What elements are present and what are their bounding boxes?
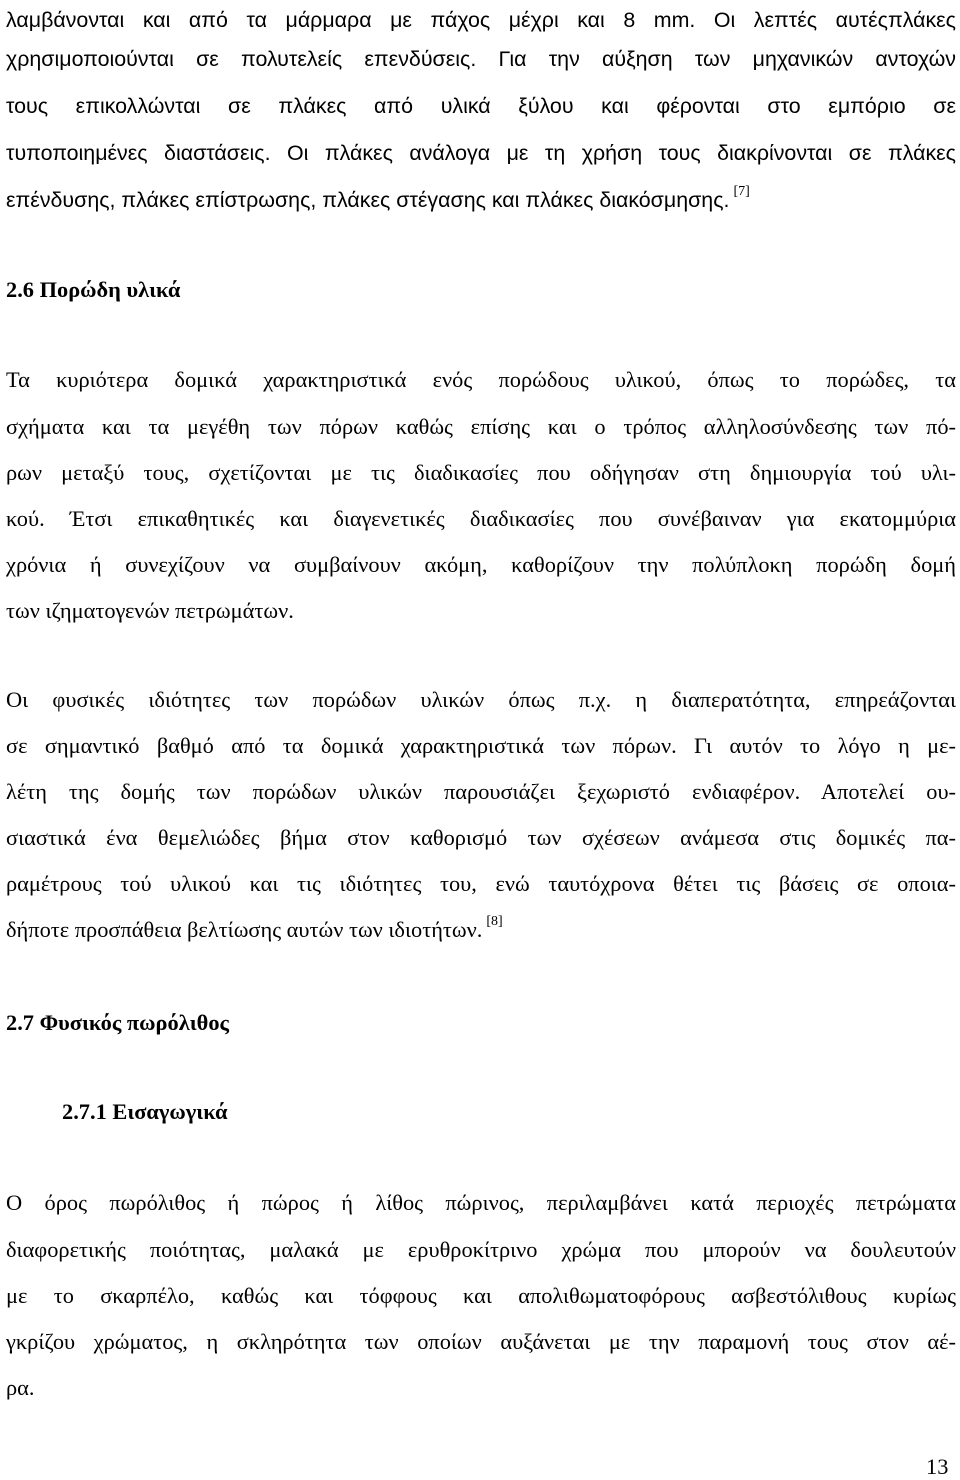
paragraph-line: χρησιμοποιούνται σε πολυτελείς επενδύσεις. Για την αύξηση των μηχανικών αντοχών (6, 47, 956, 71)
paragraph-line-last (6, 184, 750, 217)
paragraph-line: τους επικολλώνται σε πλάκες από υλικά ξύλου και φέρονται στο εμπόριο σε (6, 94, 956, 118)
paragraph-line: Ο όρος πωρόλιθος ή πώρος ή λίθος πώρινος, περιλαμβάνει κατά περιοχές πετρώματα (6, 1190, 956, 1215)
paragraph-line: τυποποιημένες διαστάσεις. Οι πλάκες ανάλογα με τη χρήση τους διακρίνονται σε πλάκες (6, 141, 956, 165)
paragraph-line: λαμβάνονται και από τα μάρμαρα με πάχος μέχρι και 8 mm. Οι λεπτές αυτέςπλάκες (6, 8, 956, 32)
paragraph-line: χρόνια ή συνεχίζουν να συμβαίνουν ακόμη, καθορίζουν την πολύπλοκη πορώδη δομή (6, 552, 956, 577)
reference-7: [7] (733, 184, 750, 199)
paragraph-line-last: ρα. (6, 1375, 35, 1400)
paragraph-line: με το σκαρπέλο, καθώς και τόφφους και απολιθωματοφόρους ασβεστόλιθους κυρίως (6, 1283, 956, 1308)
page-number: 13 (926, 1454, 949, 1479)
paragraph-line: διαφορετικής ποιότητας, μαλακά με ερυθροκίτρινο χρώμα που μπορούν να δουλευτούν (6, 1237, 956, 1262)
document-page (6, 0, 956, 1478)
paragraph-line: ραμέτρους τού υλικού και τις ιδιότητες του, ενώ ταυτόχρονα θέτει τις βάσεις σε οποια- (6, 871, 956, 896)
reference-8: [8] (486, 914, 503, 929)
paragraph-line-text: δήποτε προσπάθεια βελτίωσης αυτών των ιδιοτήτων. (6, 917, 483, 942)
paragraph-line-text: επένδυσης, πλάκες επίστρωσης, πλάκες στέγασης και πλάκες διακόσμησης. (6, 188, 730, 212)
paragraph-line-last: των ιζηματογενών πετρωμάτων. (6, 598, 294, 623)
paragraph-line: γκρίζου χρώματος, η σκληρότητα των οποίων αυξάνεται με την παραμονή τους στον αέ- (6, 1329, 956, 1354)
paragraph-line: λέτη της δομής των πορώδων υλικών παρουσιάζει ξεχωριστό ενδιαφέρον. Αποτελεί ου- (6, 779, 956, 804)
paragraph-line: κού. Έτσι επικαθητικές και διαγενετικές διαδικασίες που συνέβαιναν για εκατομμύρια (6, 506, 956, 531)
section-heading-2-6: 2.6 Πορώδη υλικά (6, 277, 181, 302)
paragraph-line: σχήματα και τα μεγέθη των πόρων καθώς επίσης και ο τρόπος αλληλοσύνδεσης των πό- (6, 414, 956, 439)
section-heading-2-7: 2.7 Φυσικός πωρόλιθος (6, 1010, 229, 1035)
paragraph-line: ρων μεταξύ τους, σχετίζονται με τις διαδικασίες που οδήγησαν στη δημιουργία τού υλι- (6, 460, 956, 485)
paragraph-line-last (6, 914, 503, 947)
paragraph-line: Τα κυριότερα δομικά χαρακτηριστικά ενός πορώδους υλικού, όπως το πορώδες, τα (6, 367, 956, 392)
paragraph-line: σιαστικά ένα θεμελιώδες βήμα στον καθορισμό των σχέσεων ανάμεσα στις δομικές πα- (6, 825, 956, 850)
paragraph-line: σε σημαντικό βαθμό από τα δομικά χαρακτηριστικά των πόρων. Γι αυτόν το λόγο η με- (6, 733, 956, 758)
section-heading-2-7-1: 2.7.1 Εισαγωγικά (62, 1099, 228, 1124)
paragraph-line: Οι φυσικές ιδιότητες των πορώδων υλικών όπως π.χ. η διαπερατότητα, επηρεάζονται (6, 687, 956, 712)
